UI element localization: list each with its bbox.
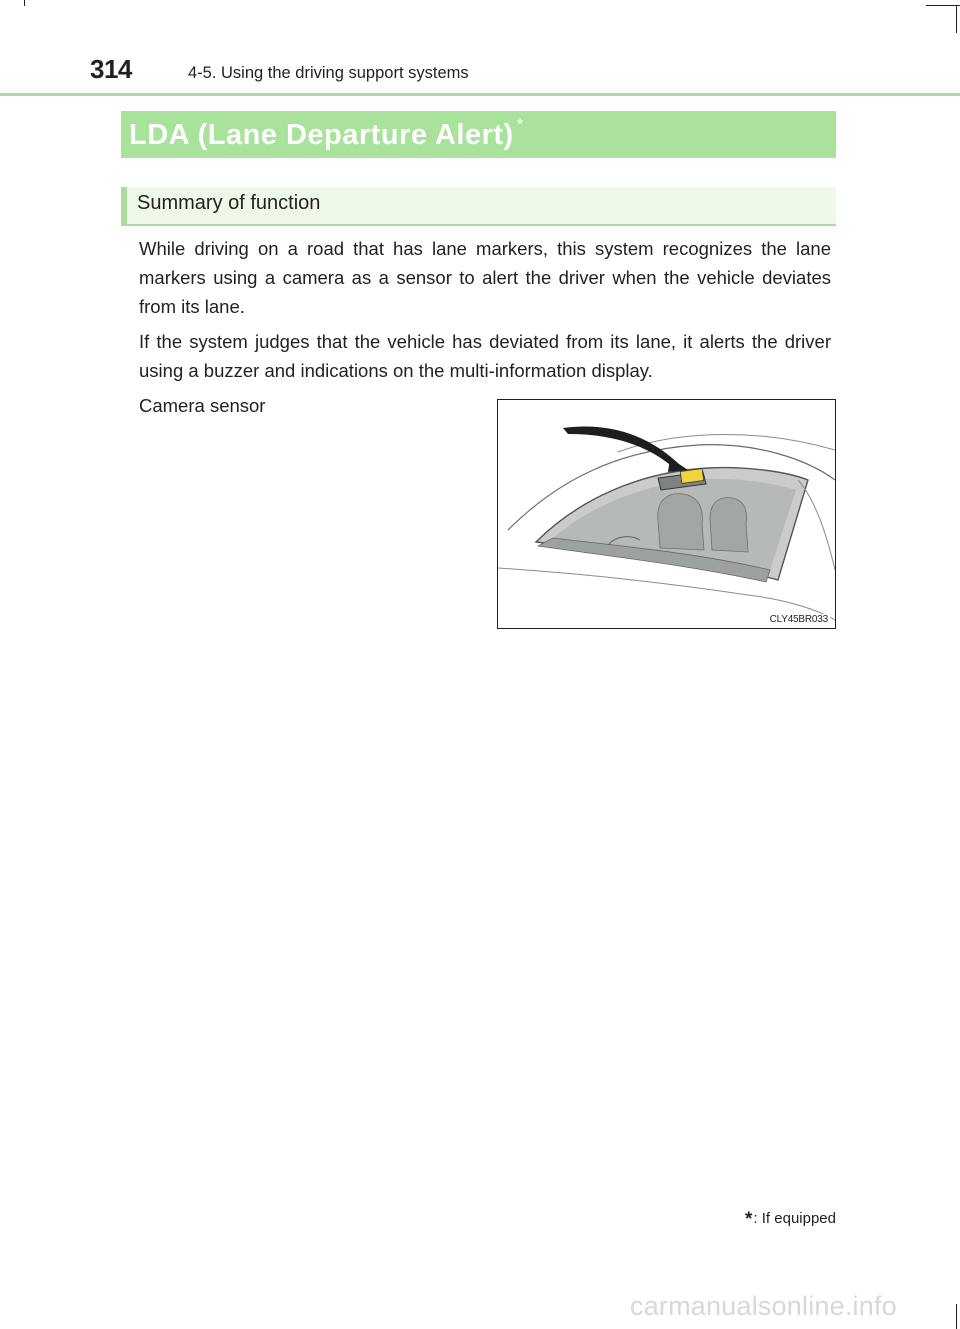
footnote: [745, 1209, 836, 1231]
footnote-mark: *: [745, 1209, 753, 1230]
subheading-accent: [121, 187, 127, 226]
footnote-text: : If equipped: [753, 1210, 836, 1227]
section-title-text: LDA (Lane Departure Alert): [129, 119, 514, 151]
subheading: Summary of function: [137, 192, 321, 214]
car-interior-illustration: [498, 400, 835, 628]
figure-code: CLY45BR033: [769, 614, 828, 625]
paragraph-summary: While driving on a road that has lane markers, this system recognizes the lane markers using a camera as a sensor to alert the driver when the vehicle deviates from its lane.: [139, 238, 831, 317]
section-title-bar: [121, 111, 836, 158]
equipped-mark: *: [516, 115, 524, 134]
paragraph-alert: If the system judges that the vehicle has deviated from its lane, it alerts the driver using a buzzer and indications on the multi-information display.: [139, 331, 831, 381]
watermark: carmanualsonline.info: [630, 1291, 897, 1321]
header-rule: [0, 93, 960, 96]
crop-mark-top-right-h: [926, 5, 960, 6]
subheading-bar: [121, 187, 836, 226]
running-head: 4-5. Using the driving support systems: [188, 64, 469, 82]
figure-label: Camera sensor: [139, 395, 266, 416]
camera-sensor-figure: [497, 399, 836, 629]
crop-mark-top-right-v: [956, 5, 957, 33]
page-number: 314: [90, 54, 132, 84]
crop-mark-top-left: [24, 0, 25, 6]
section-title: [129, 115, 524, 152]
crop-mark-bottom-right: [956, 1304, 957, 1329]
